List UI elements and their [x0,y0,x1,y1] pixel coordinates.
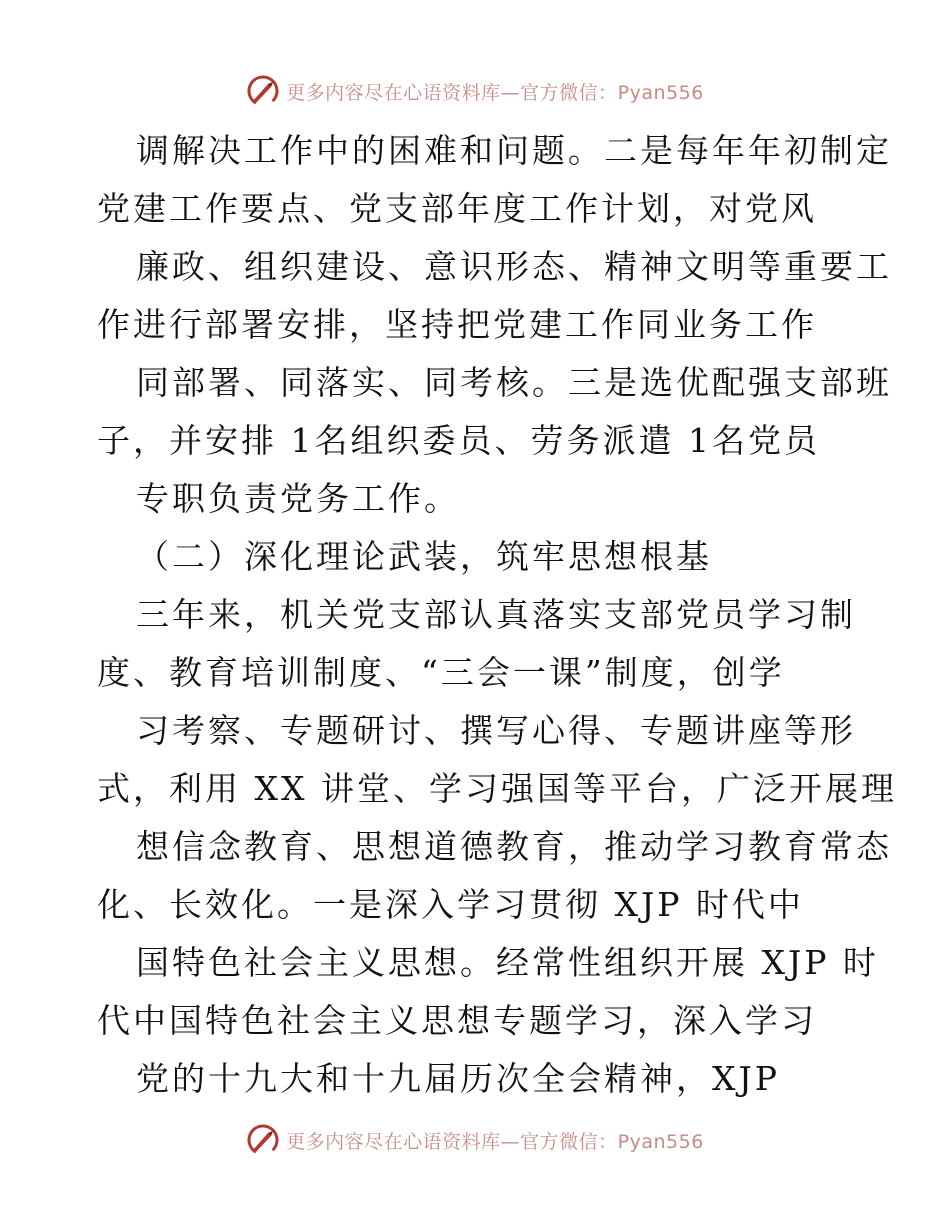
footer-watermark [0,1120,950,1160]
body-line: 子，并安排 1名组织委员、劳务派遣 1名党员 [97,421,820,460]
body-line: 想信念教育、思想道德教育，推动学习教育常态 [136,827,892,866]
body-line: 作进行部署安排，坚持把党建工作同业务工作 [97,305,817,344]
body-line: 度、教育培训制度、“三会一课”制度，创学 [97,653,785,692]
header-watermark [0,71,950,111]
section-heading: （二）深化理论武装，筑牢思想根基 [136,537,712,576]
body-line: 廉政、组织建设、意识形态、精神文明等重要工 [136,247,892,286]
body-line: 式，利用 XX 讲堂、学习强国等平台，广泛开展理 [97,769,897,808]
quill-pen-logo-icon [246,1123,280,1157]
body-line: 三年来，机关党支部认真落实支部党员学习制 [136,595,856,634]
body-line: 专职负责党务工作。 [136,479,460,518]
body-line: 国特色社会主义思想。经常性组织开展 XJP 时 [136,943,879,982]
watermark-text: 更多内容尽在心语资料库—官方微信：Pyan556 [286,81,704,104]
quill-pen-logo-icon [246,74,280,108]
body-line: 同部署、同落实、同考核。三是选优配强支部班 [136,363,892,402]
watermark-text: 更多内容尽在心语资料库—官方微信：Pyan556 [286,1130,704,1153]
body-line: 化、长效化。一是深入学习贯彻 XJP 时代中 [97,885,804,924]
body-line: 党建工作要点、党支部年度工作计划，对党风 [97,189,817,228]
body-line: 习考察、专题研讨、撰写心得、专题讲座等形 [136,711,856,750]
body-line: 代中国特色社会主义思想专题学习，深入学习 [97,1001,817,1040]
body-line: 调解决工作中的困难和问题。二是每年年初制定 [136,131,892,170]
body-line: 党的十九大和十九届历次全会精神，XJP [136,1059,780,1098]
